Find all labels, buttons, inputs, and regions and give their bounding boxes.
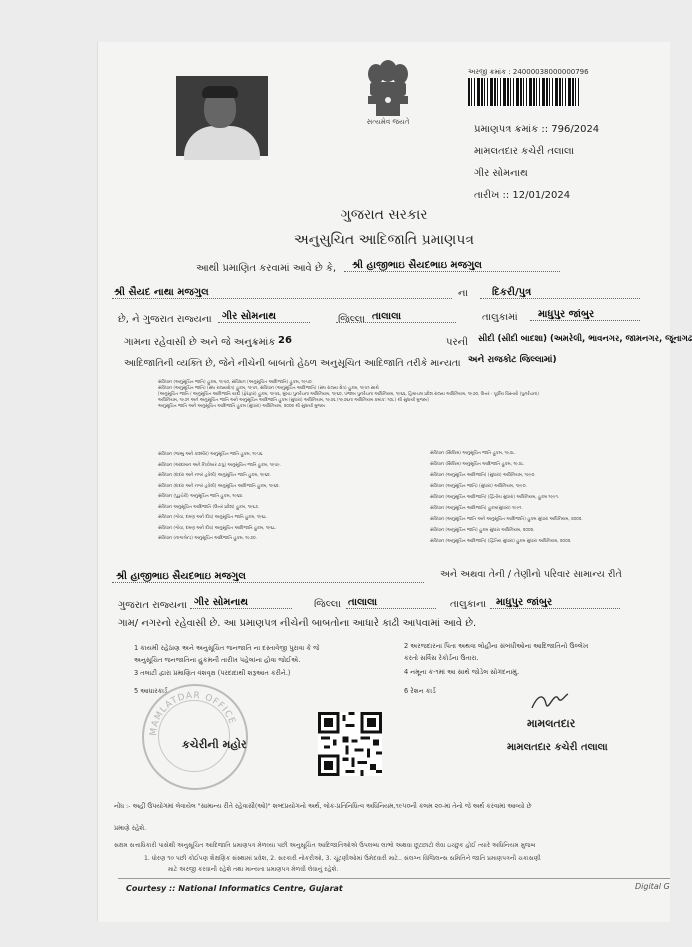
footer-divider [118,878,670,879]
tribe-value: સીદી (સીદી બાદશા) (અમરેલી, ભાવનગર, જામનગર, જૂનાગઢ [478,334,692,344]
order-line: સંવિધાન (દાદરા અને નગર હવેલી) અનુસૂચિત આદિજાતિ હુકમ, ૧૯૬૨. [158,483,280,489]
basis-item: કરતો સર્વિસ રેકોર્ડના ઉતારા. [404,654,479,662]
basis-item: અનુસૂચિત જનજાતિના હુકમની તારીખ પહેલાંના હોવા જોઈએ. [134,656,301,664]
order-line: સંવિધાન (અનુસૂચિત આદિજાતિ) હુકમ(સુધારા) ૧૯૯૧. [430,506,523,511]
order-line: સંવિધાન (ગોવા, દમણ અને દીવ) અનુસૂચિત આદિજાતિ હુકમ, ૧૯૬૮. [158,525,277,531]
basis-item: 2 અરજદારના પિતા અથવા લોહીના સંબંધીઓના આદિજાતિનો ઉલ્લેખ [404,642,589,650]
government-title: ગુજરાત સરકાર [340,207,428,223]
tribe-value-cont: અને રાજકોટ જિલ્લામાં) [468,355,557,365]
basis-item: 1 કાયમી રહેઠાણ અને અનુસૂચિત જનજાતિ ના દસ્તાવેજી પુરાવા કે જે [134,644,320,652]
orders-left-column [158,450,281,545]
certificate-title: અનુસુચિત આદિજાતિ પ્રમાણપત્ર [294,232,474,248]
order-line: સંવિધાન (સિક્કિમ) અનુસૂચિત જાતિ હુકમ, ૧૯૭૮. [430,451,516,456]
orders-right-column [430,448,583,547]
state-emblem-icon [362,60,414,120]
certify-text: આથી પ્રમાણિત કરવામાં આવે છે કે, [196,263,337,274]
order-line: અધિનિયમ, ૧૯૭૧ અને અનુસૂચિત જાતિ અને અનુસૂચિત આદિજાતિ હુકમ (સુધારા) અધિનિયમ, ૧૯૭૬ (૧૯૭૬ના અધિનિયમ ક્રમાંક: ૧૦૮) થી સુધાર્યા મુજબ] [158,398,429,403]
note-3: 1. ધોરણ ૧૦ પછી કોઈપણ શૈક્ષણિક સંસ્થામાં પ્રવેશ, 2. સરકારી નોકરીઓ, 3. ચૂંટણીઓમાં ઉમેદવારી માટે.. સંલગ્ન વિજિલન્સ સમિતિને જાતિ પ્રમાણપત્રની ચકાસણી [144,855,541,862]
village-value: માધુપુર જાંબુર [538,309,595,320]
state-text-2: ગુજરાત રાજ્યના [118,600,187,611]
order-line: સંવિધાન (ગોવા, દમણ અને દીવ) અનુસૂચિત જાતિ હુકમ, ૧૯૬૮. [158,515,268,520]
basis-intro: ગામ/ નગરનો રહેવાસી છે. આ પ્રમાણપત્ર નીચેની બાબતોના આધારે કાઢી આપવામાં આવે છે. [118,618,477,629]
relation-value: દિકરી/પુત્ર [492,287,532,298]
order-line: સંવિધાન (પુડુચેરી) અનુસૂચિત જાતિ હુકમ, ૧૯૬૪. [158,494,244,499]
taluka-text-2: તાલુકાના [450,599,487,610]
taluka-value-2: તાલાલા [348,597,378,608]
qr-code [318,712,382,776]
order-line: સંવિધાન (નાગાલેન્ડ) અનુસૂચિત આદિજાતિ હુકમ, ૧૯૭૦. [158,536,257,541]
order-line: સંવિધાન (અનુસૂચિત આદિજાતિ) (દ્વિતીય સુધારા) અધિનિયમ, હુકમ ૧૯૯૧. [430,495,560,500]
applicant-name-2: શ્રી હાજીભાઇ સૈયદભાઇ મજગુલ [116,571,246,582]
order-line: સંવિધાન (જમ્મુ અને કાશ્મીર) અનુસૂચિત જાતિ હુકમ, ૧૯૫૬. [158,452,264,457]
signatory-office: મામલતદાર કચેરી તલાલા [507,742,608,753]
na-text: ના [458,288,468,299]
basis-item: 5 આધારકાર્ડ [134,687,168,695]
order-line: સંવિધાન (દાદરા અને નગર હવેલી) અનુસૂચિત જાતિ હુકમ, ૧૯૬૨. [158,473,271,478]
applicant-name: શ્રી હાજીભાઇ સૈયદભાઇ મજગુલ [352,260,482,271]
stamp-label: કચેરીની મહોર [182,738,247,751]
issuing-office: મામલતદાર કચેરી તલાલા [474,146,575,157]
order-line: સંવિધાન (આંદામાન અને નિકોબાર ટાપુ) અનુસૂચિત જાતિ હુકમ, ૧૯૫૯. [158,462,281,468]
district-value: ગીર સોમનાથ [222,311,277,322]
taluka-text: તાલુકામાં [482,312,518,323]
basis-item: 4 નમૂના ક-૧માં આ સાથે જોડેલ સોગંદનામું. [404,668,520,676]
basis-item: 3 તલાટી દ્વારા પ્રમાણિત વંશવૃક્ષ (પરદાદાથી શરૂઆત કરીને.) [134,669,291,677]
note-1b: પ્રમાણે રહેશે. [114,825,147,832]
issuing-district: ગીર સોમનાથ [474,168,528,179]
certificate-number: પ્રમાણપત્ર ક્રમાંક :: 796/2024 [474,124,600,135]
taluka-value: તાલાલા [372,311,402,322]
district-value-2: ગીર સોમનાથ [194,597,249,608]
footer-right: Digital G [635,882,670,891]
order-line: સંવિધાન (અનુસૂચિત જાતિ અને અનુસૂચિત આદિજાતિ) હુકમ સુધારા અધિનિયમ, ૨૦૦૨. [430,517,583,522]
applicant-photo [176,76,268,156]
note-1: નોંધ :- અહીં ઉપયોગમાં લેવાયેલ "સામાન્ય રીતે રહેવાસી(ઓ)" શબ્દપ્રયોગનો અર્થ, લોક-પ્રતિનિધિત્વ અધિનિયમ,૧૯૫૦ની કલમ ૨૦-માં તેનો જે અર્થ કરવામાં આવ્યો છે [114,803,532,810]
village-value-2: માધુપુર જાંબુર [496,597,553,608]
order-line: સંવિધાન અનુસૂચિત આદિજાતિ (ઉત્તર પ્રદેશ) હુકમ, ૧૯૬૭. [158,504,260,510]
order-line: [અનુસૂચિત જાતિ / અનુસૂચિત આદિજાતિ યાદી (ફેરફાર) હુકમ, ૧૯૫૬, મુંબઇ પુનર્રચના અધિનિયમ, ૧૯૬૦, પંજાબ પુનર્રચના અધિનિયમ, ૧૯૬૬, હિમાચલ પ્રદેશ રાજ્ય અધિનિયમ, ૧૯૭૦, ઉત્તર - પૂર્વીય વિસ્તારો (પુનર્રચના) [158,392,539,397]
district-text: જિલ્લા [338,314,365,325]
footer-courtesy: Courtesy :: National Informatics Centre, Gujarat [126,884,343,893]
orders-block [158,380,539,410]
basis-item: 6 રેશન કાર્ડ [404,687,436,695]
note-4: માટે અરજી કરવાની રહેશે તથા માન્યતા પ્રમાણપત્ર મેળવી લેવાનું રહેશે. [168,866,339,873]
emblem-caption: સત્યમેવ જયતે [366,118,410,126]
recognition-text: આદિજાતિની વ્યક્તિ છે, જેને નીચેની બાબતો હેઠળ અનુસૂચિત આદિજાતિ તરીકે માન્યતા [124,358,461,369]
order-line: સંવિધાન (અનુસૂચિત જાતિ) હુકમ સુધારા અધિનિયમ, ૨૦૦૨. [430,528,535,533]
order-line: સંવિધાન (અનુસૂચિત જાતિ) હુકમ, ૧૯૫૦, સંવિધાન (અનુસૂચિત આદિજાતિ) હુકમ, ૧૯૫૦. [158,380,313,385]
barcode-label: અરજી ક્રમાંક : 24000038000000796 [468,68,589,76]
signatory-title: મામલતદાર [527,717,576,730]
stamp-ring [142,684,246,788]
family-text: અને અથવા તેની / તેણીનો પરિવાર સામાન્ય રીતે [440,569,622,580]
issue-date: તારીખ :: 12/01/2024 [474,190,571,201]
barcode [468,78,580,106]
father-name: શ્રી સૈયદ નાથા મજગુલ [114,287,209,298]
order-line: સંવિધાન (અનુસૂચિત આદિજાતિ) (દ્વિતિય સુધારા) હુકમ સુધારા અધિનિયમ, ૨૦૦૨. [430,539,572,544]
signature-mark [528,688,572,714]
serial-text: ગામના રહેવાસી છે અને જે અનુક્રમાંક [124,337,276,348]
state-text: છે, ને ગુજરાત રાજ્યના [118,314,212,325]
serial-value: 26 [278,335,292,346]
order-line: સંવિધાન (સિક્કિમ) અનુસૂચિત આદિજાતિ હુકમ, ૧૯૭૮. [430,462,525,467]
svg-text:MAMLATDAR OFFICE: MAMLATDAR OFFICE [148,690,238,737]
order-line: સંવિધાન (અનુસૂચિત આદિજાતિ) (સુધારા) અધિનિયમ, ૧૯૯૦. [430,473,536,478]
order-line: અનુસૂચિત જાતિ અને અનુસૂચિત આદિજાતિ હુકમ (સુધારા) અધિનિયમ, ૨૦૦૨ થી સુધાર્યા મુજબ [158,404,325,409]
district-text-2: જિલ્લા [314,599,341,610]
order-line: સંવિધાન (અનુસૂચિત જાતિ) (સુધારા) અધિનિયમ, ૧૯૯૦. [430,484,527,489]
order-line: સંવિધાન (અનુસૂચિત જાતિ) (સંઘ રાજ્યક્ષેત્ર) હુકમ, ૧૯૫૧, સંવિધાન (અનુસૂચિત આદિજાતિ) (સંઘ રાજ્ય ક્ષેત્ર) હુકમ, ૧૯૫૧ સાથે [158,386,379,391]
parni-text: પરની [446,337,468,348]
note-2: સક્ષમ સત્તાધિકારી પાસેથી અનુસૂચિત આદિજાતિ પ્રમાણપત્ર મેળવ્યા પછી અનુસૂચિત આદિજાતિઓએ ઉપલબ્ધ લાભો અથવા છૂટછાટો લેવા ઇચ્છુક હોઈ ત્યારે અધિનિયમ મુજબ [114,842,536,849]
